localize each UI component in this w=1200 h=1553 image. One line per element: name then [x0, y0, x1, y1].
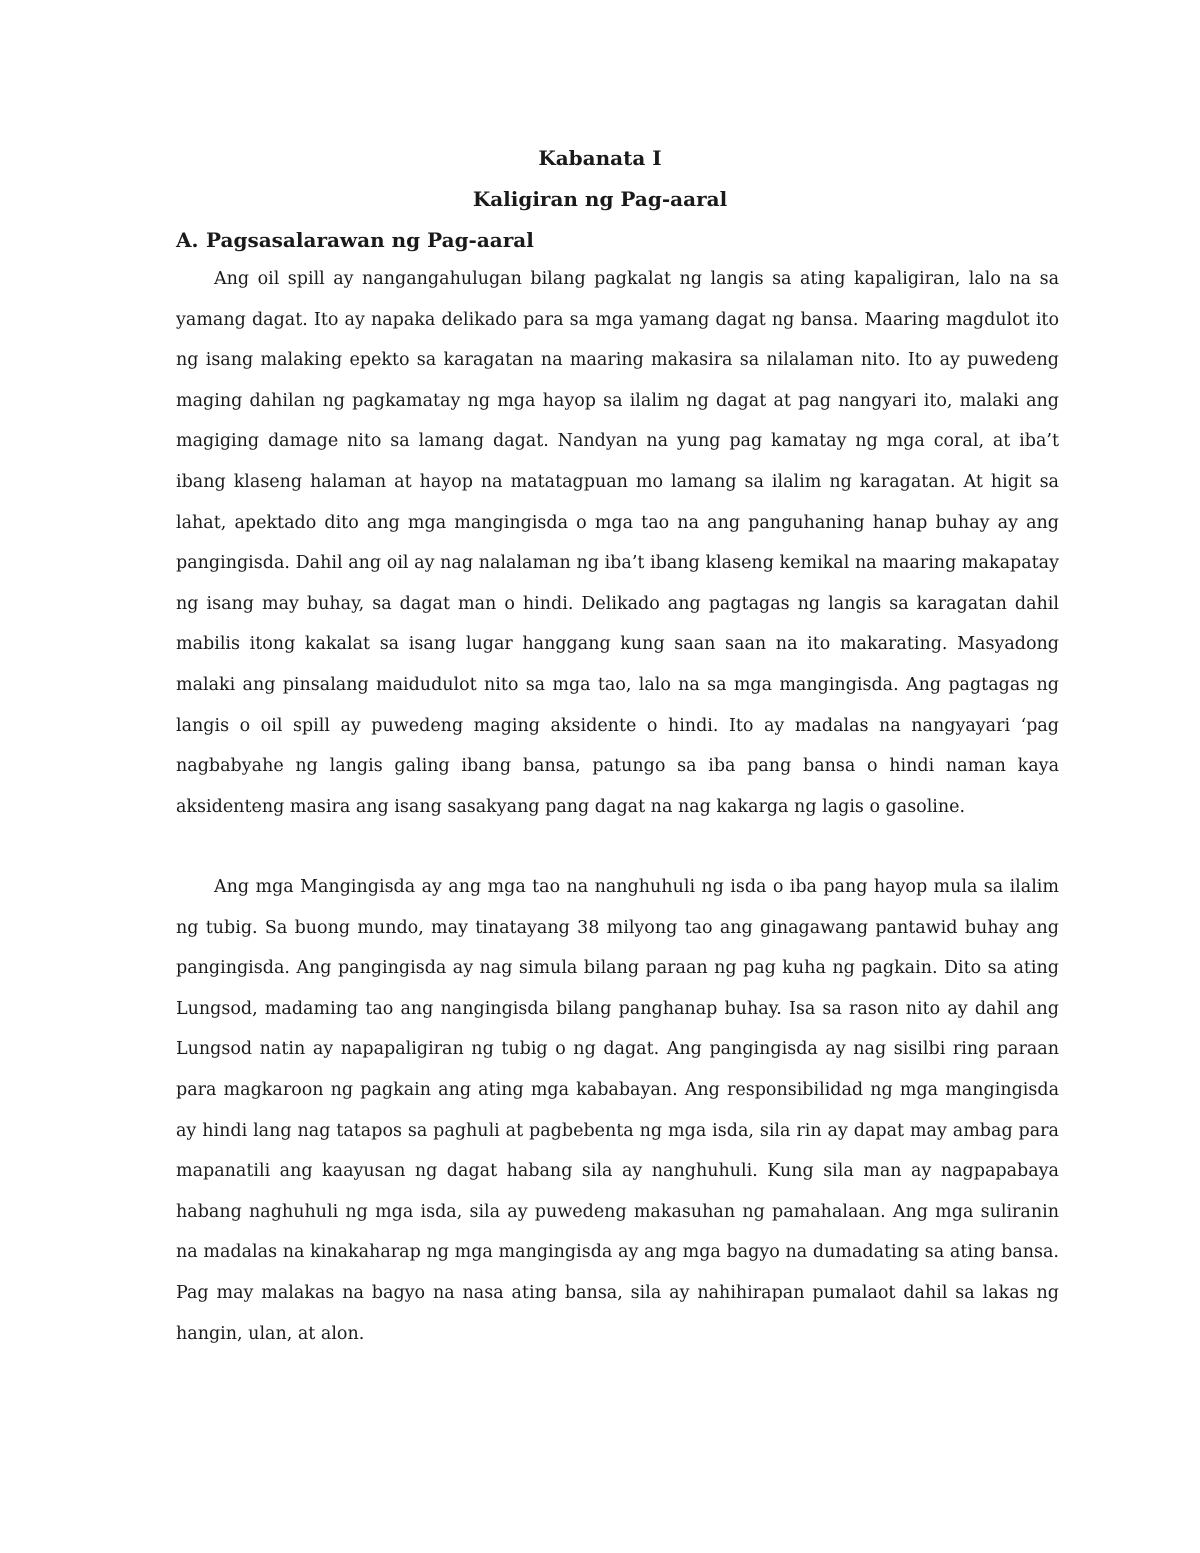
paragraph-oil-spill: Ang oil spill ay nangangahulugan bilang pagkalat ng langis sa ating kapaligiran, lalo na sa yamang dagat. Ito ay napaka delikado para sa mga yamang dagat ng bansa. Maaring magdulot ito ng isang malaking epekto sa karagatan na maaring makasira sa nilalaman nito. Ito ay puwedeng maging dahilan ng pagkamatay ng mga hayop sa ilalim ng dagat at pag nangyari ito, malaki ang magiging damage nito sa lamang dagat. Nandyan na yung pag kamatay ng mga coral, at iba’t ibang klaseng halaman at hayop na matatagpuan mo lamang sa ilalim ng karagatan. At higit sa lahat, apektado dito ang mga mangingisda o mga tao na ang panguhaning hanap buhay ay ang pangingisda. Dahil ang oil ay nag nalalaman ng iba’t ibang klaseng kemikal na maaring makapatay ng isang may buhay, sa dagat man o hindi. Delikado ang pagtagas ng langis sa karagatan dahil mabilis itong kakalat sa isang lugar hanggang kung saan saan na ito makarating. Masyadong malaki ang pinsalang maidudulot nito sa mga tao, lalo na sa mga mangingisda. Ang pagtagas ng langis o oil spill ay puwedeng maging aksidente o hindi. Ito ay madalas na nangyayari ‘pag nagbabyahe ng langis galing ibang bansa, patungo sa iba pang bansa o hindi naman kaya aksidenteng masira ang isang sasakyang pang dagat na nag kakarga ng lagis o gasoline.: [176, 269, 1059, 817]
chapter-subtitle: Kaligiran ng Pag-aaral: [472, 187, 728, 211]
section-letter: A.: [176, 228, 199, 252]
chapter-title: Kabanata I: [538, 146, 662, 170]
paragraph-mangingisda: Ang mga Mangingisda ay ang mga tao na nanghuhuli ng isda o iba pang hayop mula sa ilalim ng tubig. Sa buong mundo, may tinatayang 38 milyong tao ang ginagawang pantawid buhay ang pangingisda. Ang pangingisda ay nag simula bilang paraan ng pag kuha ng pagkain. Dito sa ating Lungsod, madaming tao ang nangingisda bilang panghanap buhay. Isa sa rason nito ay dahil ang Lungsod natin ay napapaligiran ng tubig o ng dagat. Ang pangingisda ay nag sisilbi ring paraan para magkaroon ng pagkain ang ating mga kababayan. Ang responsibilidad ng mga mangingisda ay hindi lang nag tatapos sa paghuli at pagbebenta ng mga isda, sila rin ay dapat may ambag para mapanatili ang kaayusan ng dagat habang sila ay nanghuhuli. Kung sila man ay nagpapabaya habang naghuhuli ng mga isda, sila ay puwedeng makasuhan ng pamahalaan. Ang mga suliranin na madalas na kinakaharap ng mga mangingisda ay ang mga bagyo na dumadating sa ating bansa. Pag may malakas na bagyo na nasa ating bansa, sila ay nahihirapan pumalaot dahil sa lakas ng hangin, ulan, at alon.: [176, 877, 1059, 1344]
section-heading: [176, 228, 534, 252]
section-title: Pagsasalarawan ng Pag-aaral: [206, 228, 534, 252]
